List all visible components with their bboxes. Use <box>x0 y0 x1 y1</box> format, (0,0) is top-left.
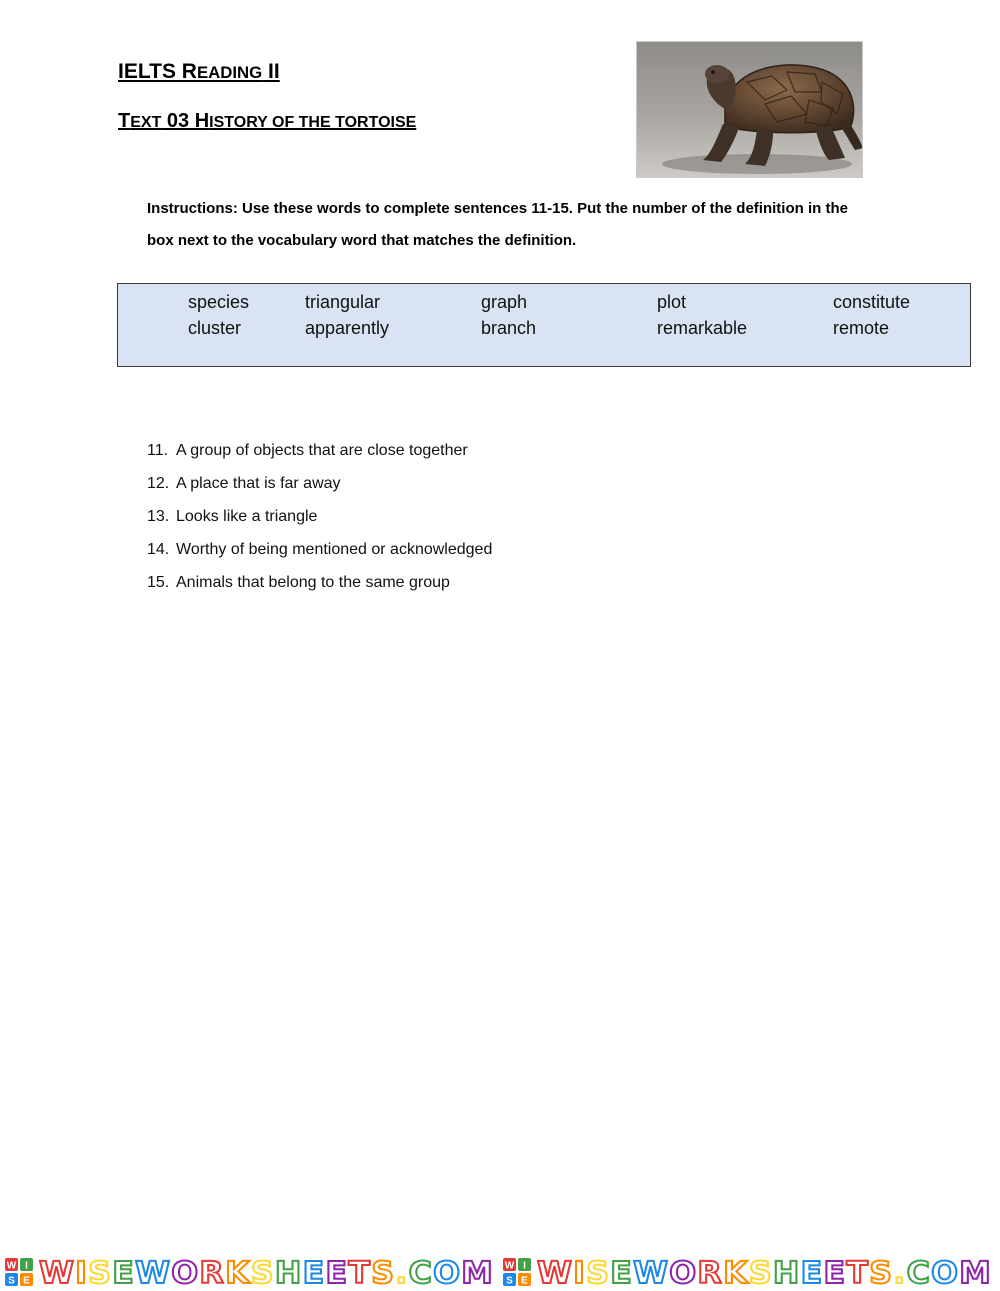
svg-text:W: W <box>6 1260 17 1272</box>
svg-text:E: E <box>521 1275 528 1287</box>
word-bank-item: branch <box>481 318 537 338</box>
brand-squares-icon <box>503 1258 531 1287</box>
definition-number: 15. <box>147 574 170 591</box>
tortoise-photo <box>636 41 863 178</box>
svg-text:S: S <box>8 1275 15 1287</box>
brand-squares-icon <box>5 1258 33 1287</box>
text-subtitle: TEXT 03 HISTORY OF THE TORTOISE <box>118 110 417 132</box>
word-bank-item: remote <box>833 318 890 338</box>
word-bank-item: constitute <box>833 292 911 312</box>
word-bank-box <box>117 283 971 367</box>
tortoise-image <box>637 42 863 178</box>
word-bank-item: cluster <box>188 318 242 338</box>
definition-item <box>147 437 492 470</box>
word-bank-item: triangular <box>305 292 381 312</box>
worksheet-title: IELTS READING II <box>118 60 280 83</box>
instructions-text: Instructions: Use these words to complete sentences 11-15. Put the number of the definition in the box next to the vocabulary word that matches the definition. <box>147 200 848 249</box>
definition-number: 13. <box>147 508 170 525</box>
svg-text:W: W <box>504 1260 515 1272</box>
word-bank-item: plot <box>657 292 687 312</box>
definition-item <box>147 470 492 503</box>
footer-watermark <box>0 1252 1000 1291</box>
word-bank-item: species <box>188 292 250 312</box>
word-bank-item: apparently <box>305 318 390 338</box>
definition-item <box>147 569 492 602</box>
definition-text: A group of objects that are close together <box>176 442 468 459</box>
brand-text: WISEWORKSHEETS.COM <box>39 1256 493 1291</box>
definition-item <box>147 536 492 569</box>
definitions-list <box>147 437 492 602</box>
svg-text:S: S <box>506 1275 513 1287</box>
svg-text:I: I <box>25 1260 28 1272</box>
brand-text: WISEWORKSHEETS.COM <box>537 1256 991 1291</box>
watermark-logo <box>503 1256 992 1291</box>
word-bank-item: graph <box>481 292 528 312</box>
definition-text: Worthy of being mentioned or acknowledged <box>176 541 493 558</box>
definition-text: Animals that belong to the same group <box>176 574 450 591</box>
svg-text:E: E <box>23 1275 30 1287</box>
definition-number: 12. <box>147 475 170 492</box>
watermark-logo <box>5 1256 494 1291</box>
definition-text: Looks like a triangle <box>176 508 318 525</box>
svg-text:I: I <box>523 1260 526 1272</box>
definition-number: 11. <box>147 442 169 459</box>
definition-text: A place that is far away <box>176 475 341 492</box>
definition-number: 14. <box>147 541 170 558</box>
definition-item <box>147 503 492 536</box>
word-bank-item: remarkable <box>657 318 748 338</box>
